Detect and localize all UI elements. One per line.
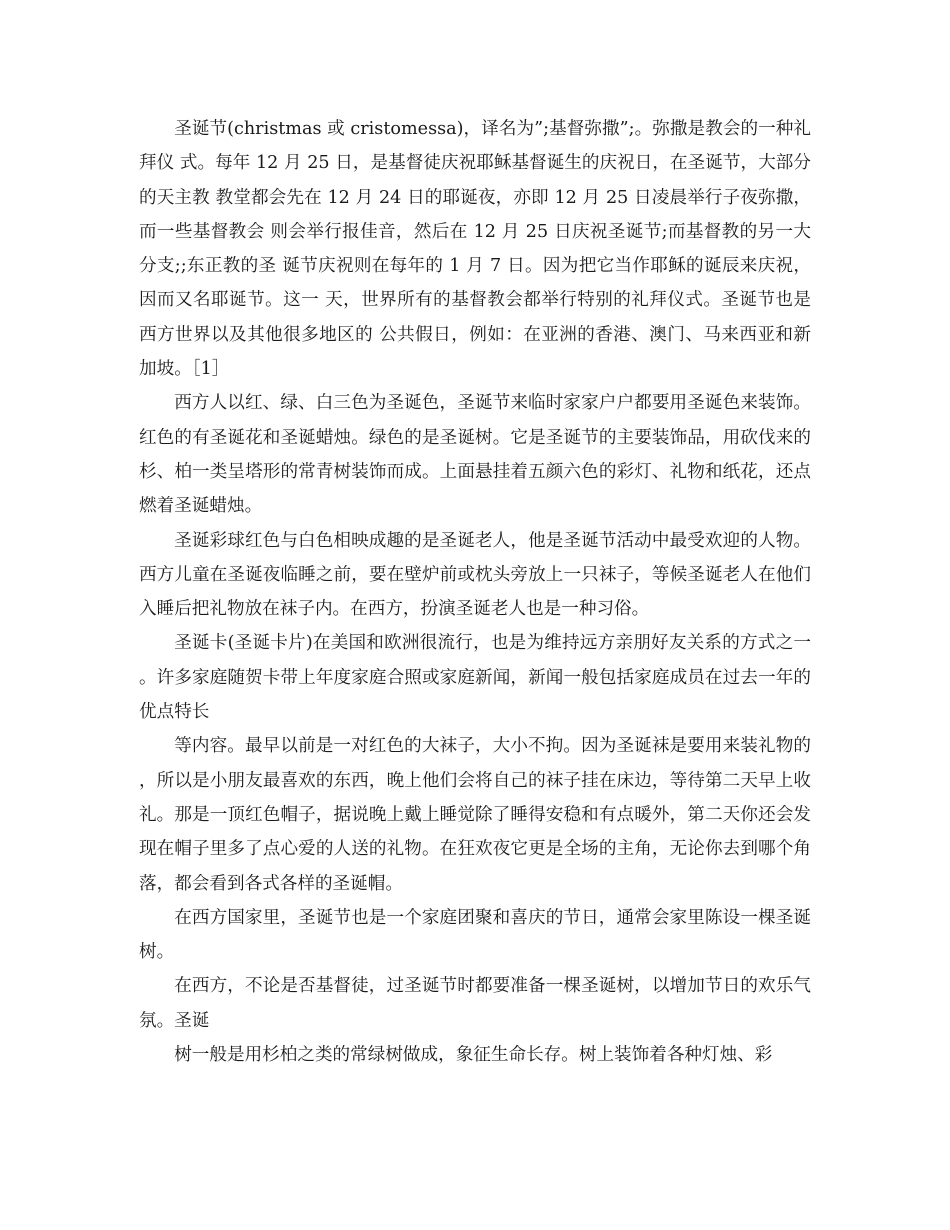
paragraph-santa-claus: 圣诞彩球红色与白色相映成趣的是圣诞老人，他是圣诞节活动中最受欢迎的人物。西方儿童在圣诞夜临睡之前，要在壁炉前或枕头旁放上一只袜子，等候圣诞老人在他们入睡后把礼物放在袜子内。在西方，扮演圣诞老人也是一种习俗。 (139, 530, 811, 620)
paragraph-christmas-colors: 西方人以红、绿、白三色为圣诞色，圣诞节来临时家家户户都要用圣诞色来装饰。红色的有圣诞花和圣诞蜡烛。绿色的是圣诞树。它是圣诞节的主要装饰品，用砍伐来的杉、柏一类呈塔形的常青树装饰而成。上面悬挂着五颜六色的彩灯、礼物和纸花，还点燃着圣诞蜡烛。 (139, 393, 811, 517)
paragraph-christmas-cards: 圣诞卡(圣诞卡片)在美国和欧洲很流行，也是为维持远方亲朋好友关系的方式之一。许多家庭随贺卡带上年度家庭合照或家庭新闻，新闻一般包括家庭成员在过去一年的优点特长 (139, 633, 811, 723)
paragraph-stockings-hats: 等内容。最早以前是一对红色的大袜子，大小不拘。因为圣诞袜是要用来装礼物的，所以是小朋友最喜欢的东西，晚上他们会将自己的袜子挂在床边，等待第二天早上收礼。那是一顶红色帽子，据说晚上戴上睡觉除了睡得安稳和有点暖外，第二天你还会发现在帽子里多了点心爱的人送的礼物。在狂欢夜它更是全场的主角，无论你去到哪个角落，都会看到各式各样的圣诞帽。 (139, 736, 811, 894)
paragraph-christmas-origin: 圣诞节(christmas 或 cristomessa)，译名为”;基督弥撒”;。弥撒是教会的一种礼拜仪 式。每年 12 月 25 日，是基督徒庆祝耶稣基督诞生的庆祝日，在圣诞节，大部分的天主教 教堂都会先在 12 月 24 日的耶诞夜，亦即 12 月 25 日凌晨举行子夜弥撒，而一些基督教会 则会举行报佳音，然后在 12 月 25 日庆祝圣诞节;而基督教的另一大分支;;东正教的圣 诞节庆祝则在每年的 1 月 7 日。因为把它当作耶稣的诞辰来庆祝，因而又名耶诞节。这一 天，世界所有的基督教会都举行特别的礼拜仪式。圣诞节也是西方世界以及其他很多地区的 公共假日，例如：在亚洲的香港、澳门、马来西亚和新加坡。［1］ (139, 119, 811, 380)
paragraph-tree-decoration: 树一般是用杉柏之类的常绿树做成，象征生命长存。树上装饰着各种灯烛、彩 (174, 1045, 773, 1066)
paragraph-christmas-tree: 在西方，不论是否基督徒，过圣诞节时都要准备一棵圣诞树，以增加节日的欢乐气氛。圣诞 (139, 976, 811, 1031)
document-body (139, 112, 811, 1072)
paragraph-family-gathering: 在西方国家里，圣诞节也是一个家庭团聚和喜庆的节日，通常会家里陈设一棵圣诞树。 (139, 907, 811, 963)
